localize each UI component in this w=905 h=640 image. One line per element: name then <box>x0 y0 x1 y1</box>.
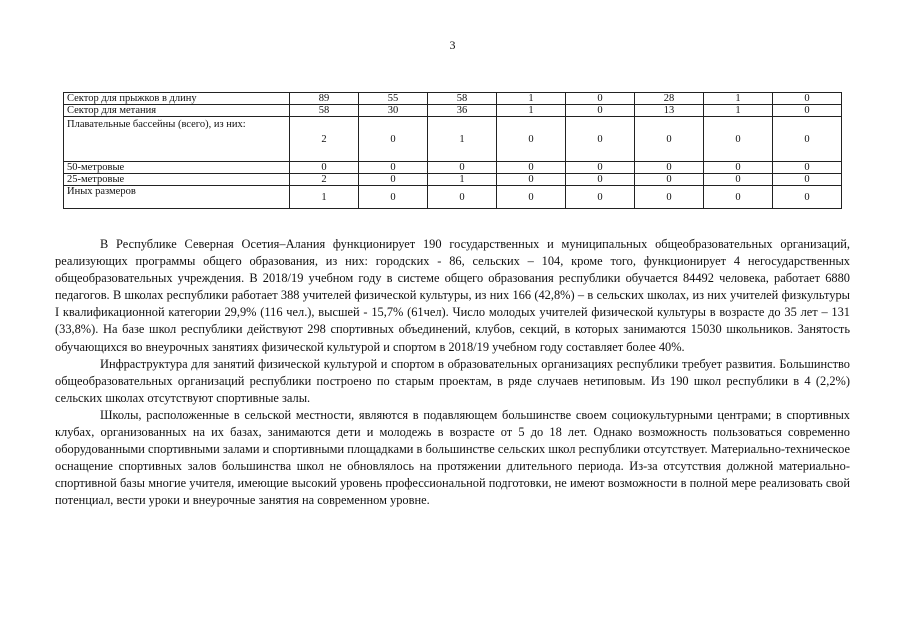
table-cell: 0 <box>773 186 842 209</box>
table-cell: 0 <box>704 174 773 186</box>
table-cell: 0 <box>635 162 704 174</box>
paragraph: Школы, расположенные в сельской местности, являются в подавляющем большинстве своем социокультурными центрами; в спортивных клубах, организованных на их базах, занимаются дети и молодежь в возрасте от 5 до 18 лет. Однако возможность пользоваться современно оборудованными спортивными залами и спортивными площадками в большинстве сельских школ республики отсутствует. Материально-техническое оснащение спортивных залов большинства школ не обновлялось на протяжении длительного периода. Из-за отсутствия должной материально-спортивной базы многие учителя, имеющие высокий уровень профессиональной подготовки, не имеют возможности в полной мере реализовать свой потенциал, вести уроки и внеурочные занятия на современном уровне. <box>55 407 850 508</box>
table-cell: 0 <box>566 174 635 186</box>
page-number: 3 <box>449 38 456 52</box>
table-cell: 0 <box>359 117 428 162</box>
table-cell: 0 <box>635 174 704 186</box>
table-cell: 0 <box>566 186 635 209</box>
paragraph: Инфраструктура для занятий физической культурой и спортом в образовательных организациях республики требует развития. Большинство общеобразовательных организаций республики построено по старым проектам, в ряде случаев нетиповым. Из 190 школ республики в 4 (2,2%) сельских школах отсутствуют спортивные залы. <box>55 356 850 405</box>
table-cell: 1 <box>428 117 497 162</box>
table-cell: 0 <box>773 105 842 117</box>
table-row <box>64 174 842 186</box>
row-label: Сектор для прыжков в длину <box>64 93 290 105</box>
table-cell: 0 <box>635 117 704 162</box>
table-cell: 1 <box>290 186 359 209</box>
table-row <box>64 186 842 209</box>
table-cell: 0 <box>566 93 635 105</box>
table-cell: 0 <box>773 162 842 174</box>
table-cell: 0 <box>359 186 428 209</box>
table-cell: 0 <box>704 162 773 174</box>
table-cell: 0 <box>497 117 566 162</box>
table-cell: 0 <box>773 174 842 186</box>
row-label: 50-метровые <box>64 162 290 174</box>
table-row <box>64 162 842 174</box>
table-cell: 58 <box>290 105 359 117</box>
table-cell: 36 <box>428 105 497 117</box>
row-label: Сектор для метания <box>64 105 290 117</box>
table-cell: 0 <box>497 162 566 174</box>
table-cell: 0 <box>290 162 359 174</box>
table-cell: 1 <box>704 105 773 117</box>
table-cell: 0 <box>773 93 842 105</box>
table-row <box>64 93 842 105</box>
table-cell: 2 <box>290 174 359 186</box>
row-label: Плавательные бассейны (всего), из них: <box>64 117 290 162</box>
table-cell: 0 <box>566 162 635 174</box>
table-cell: 13 <box>635 105 704 117</box>
table-cell: 30 <box>359 105 428 117</box>
table-row <box>64 117 842 162</box>
table-cell: 28 <box>635 93 704 105</box>
table-cell: 1 <box>497 105 566 117</box>
row-label: Иных размеров <box>64 186 290 209</box>
table-cell: 0 <box>704 186 773 209</box>
table-cell: 58 <box>428 93 497 105</box>
table-cell: 1 <box>704 93 773 105</box>
table-cell: 0 <box>566 117 635 162</box>
table-cell: 0 <box>428 162 497 174</box>
table-cell: 2 <box>290 117 359 162</box>
table-cell: 0 <box>635 186 704 209</box>
row-label: 25-метровые <box>64 174 290 186</box>
table-cell: 0 <box>497 186 566 209</box>
table-cell: 0 <box>428 186 497 209</box>
table-cell: 0 <box>359 162 428 174</box>
paragraph: В Республике Северная Осетия–Алания функционирует 190 государственных и муниципальных общеобразовательных организаций, реализующих программы общего образования, из них: городских - 86, сельских – 104, кроме того, функционирует 4 негосударственных общеобразовательных учреждения. В 2018/19 учебном году в системе общего образования республики обучается 84492 человека, работает 6880 педагогов. В школах республики работает 388 учителей физической культуры, из них 166 (42,8%) – в сельских школах, из них учителей физкультуры I квалификационной категории 29,9% (116 чел.), высшей - 15,7% (61чел). Число молодых учителей физической культуры в возрасте до 35 лет – 131 (33,8%). На базе школ республики действуют 298 спортивных объединений, клубов, секций, в которых занимаются 15030 школьников. Занятость обучающихся во внеурочных занятиях физической культурой и спортом в 2018/19 учебном году составляет более 40%. <box>55 237 850 354</box>
table-cell: 0 <box>566 105 635 117</box>
table-cell: 89 <box>290 93 359 105</box>
table-cell: 55 <box>359 93 428 105</box>
table-cell: 0 <box>359 174 428 186</box>
table-row <box>64 105 842 117</box>
table-cell: 1 <box>428 174 497 186</box>
table-cell: 0 <box>773 117 842 162</box>
table-cell: 0 <box>497 174 566 186</box>
table-cell: 0 <box>704 117 773 162</box>
sports-facilities-table <box>63 92 842 209</box>
table-cell: 1 <box>497 93 566 105</box>
body-text <box>55 236 850 510</box>
